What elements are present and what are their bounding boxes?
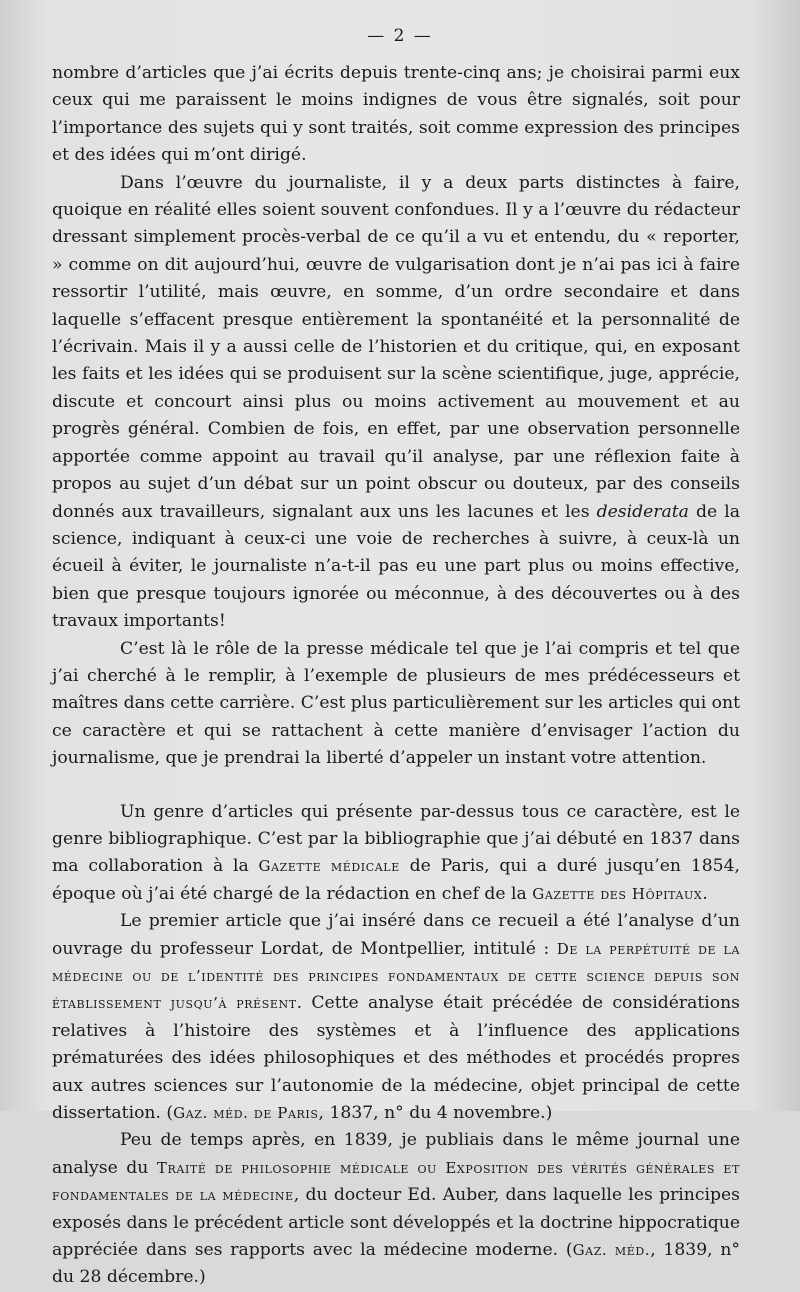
small-caps-title: De la perpétuité de la médecine ou de l’identité des principes fondamentaux de cette science depuis son établissement jusqu’à présent [52, 939, 741, 1013]
italic-term: desiderata [596, 501, 689, 522]
text-run: , 1839, n° du 28 décembre.) [52, 1240, 740, 1288]
body-text [52, 60, 740, 1292]
text-run: . Cette analyse était précédée de considérations relatives à l’histoire des systèmes et à l’influence des applications prématurées des idées philosophiques et des méthodes et procédés propres aux autres sciences sur l’autonomie de la médecine, objet principal de cette dissertation. ( [52, 993, 741, 1124]
page-number: — 2 — [367, 26, 433, 46]
paragraph [52, 636, 740, 773]
text-run: de Paris, qui a duré jusqu’en 1854, époque où j’ai été chargé de la rédaction en chef de la [52, 856, 740, 904]
text-run: C’est là le rôle de la presse médicale tel que je l’ai compris et tel que j’ai cherché à le remplir, à l’exemple de plusieurs de mes prédécesseurs et maîtres dans cette carrière. C’est plus particulièrement sur les articles qui ont ce caractère et qui se rattachent à cette manière d’envisager l’action du journalisme, que je prendrai la liberté d’appeler un instant votre attention. [52, 638, 740, 769]
text-run: , du docteur Ed. Auber, dans laquelle les principes exposés dans le précédent article sont développés et la doctrine hippocratique appréciée dans ses rapports avec la médecine moderne. ( [52, 1185, 740, 1261]
text-run: de la science, indiquant à ceux-ci une voie de recherches à suivre, à ceux-là un écueil à éviter, le journaliste n’a-t-il pas eu une part plus ou moins effective, bien que presque toujours ignorée ou méconnue, à des découvertes ou à des travaux importants! [52, 501, 740, 632]
text-run: nombre d’articles que j’ai écrits depuis trente-cinq ans; je choisirai parmi eux ceux qui me paraissent le moins indignes de vous être signalés, soit pour l’importance des sujets qui y sont traités, soit comme expression des principes et des idées qui m’ont dirigé. [52, 63, 740, 166]
small-caps-title: Traité de philosophie médicale ou Exposition des vérités générales et fondamentales de la médecine [52, 1158, 740, 1205]
paragraph [52, 170, 740, 636]
text-run: Dans l’œuvre du journaliste, il y a deux parts distinctes à faire, quoique en réalité elles soient souvent confondues. Il y a l’œuvre du rédacteur dressant simplement procès-verbal de ce qu’il a vu et entendu, du « reporter, » comme on dit aujourd’hui, œuvre de vulgarisation dont je n’ai pas ici à faire ressortir l’utilité, mais œuvre, en somme, d’un ordre secondaire et dans laquelle s’effacent presque entièrement la spontanéité et la personnalité de l’écrivain. Mais il y a aussi celle de l’historien et du critique, qui, en exposant les faits et les idées qui se produisent sur la scène scientifique, juge, apprécie, discute et concourt ainsi plus ou moins activement au mouvement et au progrès général. Combien de fois, en effet, par une observation personnelle apportée comme appoint au travail qu’il analyse, par une réflexion faite à propos au sujet d’un débat sur un point obscur ou douteux, par des conseils donnés aux travailleurs, signalant aux uns les lacunes et les [52, 172, 740, 522]
paragraph [52, 60, 740, 170]
small-caps-title: Gazette médicale [258, 857, 400, 876]
text-run: , 1837, n° du 4 novembre.) [318, 1103, 553, 1124]
small-caps-title: Gaz. méd. de Paris [173, 1104, 319, 1123]
small-caps-title: Gaz. méd. [572, 1241, 651, 1260]
text-run: Le premier article que j’ai inséré dans ce recueil a été l’analyse d’un ouvrage du professeur Lordat, de Montpellier, intitulé : [52, 911, 740, 959]
text-run: Peu de temps après, en 1839, je publiais dans le même journal une analyse du [52, 1130, 740, 1178]
small-caps-title: Gazette des Hôpitaux [532, 884, 703, 903]
text-run: . [702, 883, 708, 904]
paragraph [52, 1127, 740, 1291]
text-run: Un genre d’articles qui présente par-dessus tous ce caractère, est le genre bibliographique. C’est par la bibliographie que j’ai débuté en 1837 dans ma collaboration à la [52, 801, 740, 877]
paragraph [52, 799, 740, 909]
paragraph [52, 908, 740, 1127]
